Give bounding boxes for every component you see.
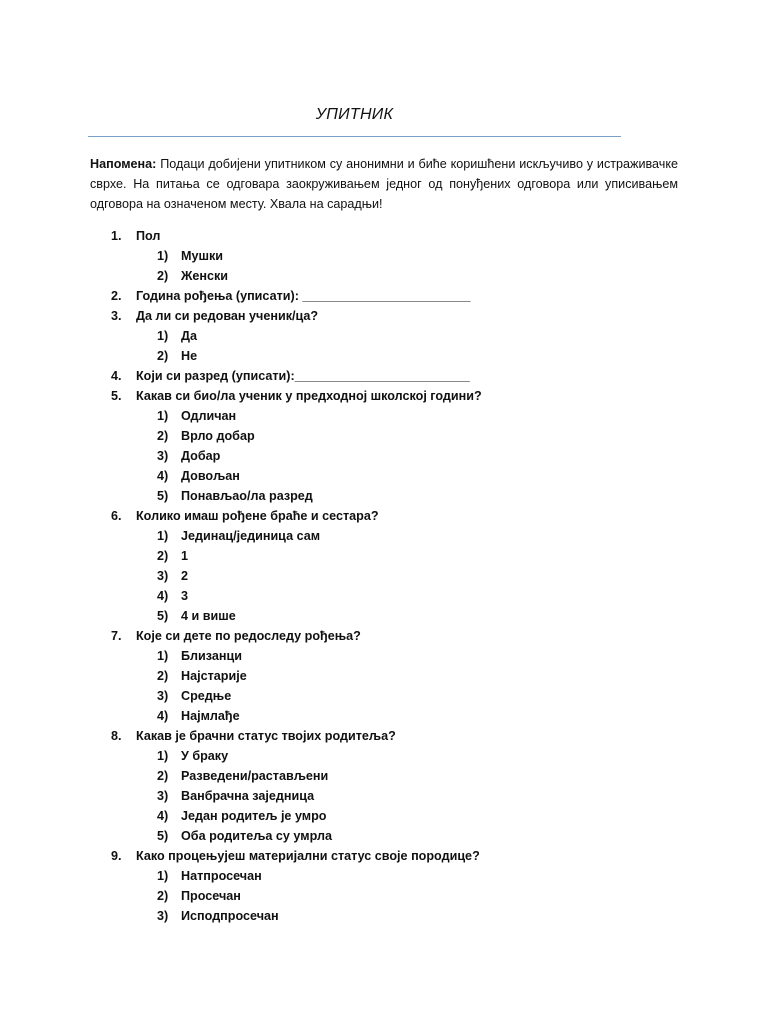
answer-option <box>0 606 768 626</box>
question-text: Какав си био/ла ученик у предходној школској години? <box>136 389 482 403</box>
question-item <box>0 846 768 866</box>
option-number: 5) <box>157 829 169 843</box>
question-text: Пол <box>136 229 161 243</box>
answer-option <box>0 426 768 446</box>
option-text: 1 <box>181 549 189 563</box>
answer-option <box>0 406 768 426</box>
question-number: 2. <box>111 289 122 303</box>
option-text: Јединац/јединица сам <box>181 529 321 543</box>
option-number: 1) <box>157 749 169 763</box>
option-number: 3) <box>157 789 169 803</box>
option-number: 1) <box>157 249 169 263</box>
option-number: 1) <box>157 529 169 543</box>
option-text: У браку <box>181 749 229 763</box>
option-number: 2) <box>157 889 169 903</box>
option-text: Просечан <box>181 889 241 903</box>
option-text: Довољан <box>181 469 240 483</box>
option-text: Разведени/растављени <box>181 769 329 783</box>
option-number: 2) <box>157 769 169 783</box>
answer-option <box>0 686 768 706</box>
answer-option <box>0 266 768 286</box>
question-item <box>0 726 768 746</box>
option-text: Да <box>181 329 197 343</box>
option-number: 2) <box>157 269 169 283</box>
option-text: 2 <box>181 569 189 583</box>
option-text: 3 <box>181 589 189 603</box>
option-number: 1) <box>157 409 169 423</box>
option-number: 2) <box>157 549 169 563</box>
option-number: 2) <box>157 429 169 443</box>
answer-option <box>0 886 768 906</box>
option-text: Женски <box>181 269 229 283</box>
option-text: Близанци <box>181 649 242 663</box>
question-number: 6. <box>111 509 122 523</box>
answer-option <box>0 806 768 826</box>
option-number: 5) <box>157 609 169 623</box>
answer-option <box>0 486 768 506</box>
option-text: Најмлађе <box>181 709 240 723</box>
answer-option <box>0 906 768 926</box>
option-number: 3) <box>157 909 169 923</box>
option-text: Ванбрачна заједница <box>181 789 315 803</box>
question-number: 1. <box>111 229 122 243</box>
option-text: Врло добар <box>181 429 255 443</box>
answer-option <box>0 666 768 686</box>
option-number: 1) <box>157 329 169 343</box>
question-item <box>0 286 768 306</box>
option-text: Добар <box>181 449 221 463</box>
question-text: Које си дете по редоследу рођења? <box>136 629 361 643</box>
option-text: Понављао/ла разред <box>181 489 313 503</box>
question-item <box>0 226 768 246</box>
option-text: Најстарије <box>181 669 247 683</box>
option-text: Натпросечан <box>181 869 262 883</box>
question-number: 5. <box>111 389 122 403</box>
option-number: 4) <box>157 589 169 603</box>
question-number: 3. <box>111 309 122 323</box>
option-text: Исподпросечан <box>181 909 279 923</box>
answer-option <box>0 706 768 726</box>
answer-option <box>0 566 768 586</box>
answer-option <box>0 446 768 466</box>
answer-option <box>0 766 768 786</box>
option-text: Одличан <box>181 409 237 423</box>
option-number: 4) <box>157 469 169 483</box>
option-number: 2) <box>157 349 169 363</box>
question-item <box>0 626 768 646</box>
answer-option <box>0 826 768 846</box>
question-text: Да ли си редован ученик/ца? <box>136 309 319 323</box>
note-text: Подаци добијени упитником су анонимни и биће коришћени искључиво у истраживачке сврхе. На питања се одговара заокруживањем једног од понуђених одговора или уписивањем одговора на означеном месту. Хвала на сарадњи! <box>90 157 678 211</box>
question-text: Који си разред (уписати):_________________________ <box>136 369 470 383</box>
answer-option <box>0 466 768 486</box>
answer-option <box>0 586 768 606</box>
answer-option <box>0 326 768 346</box>
option-number: 3) <box>157 449 169 463</box>
question-text: Како процењујеш материјални статус своје породице? <box>136 849 480 863</box>
option-text: Не <box>181 349 198 363</box>
answer-option <box>0 746 768 766</box>
answer-option <box>0 246 768 266</box>
option-number: 3) <box>157 569 169 583</box>
option-number: 3) <box>157 689 169 703</box>
option-text: Оба родитеља су умрла <box>181 829 332 843</box>
question-number: 4. <box>111 369 122 383</box>
answer-option <box>0 546 768 566</box>
option-number: 1) <box>157 649 169 663</box>
answer-option <box>0 786 768 806</box>
question-item <box>0 506 768 526</box>
option-text: Мушки <box>181 249 224 263</box>
question-number: 9. <box>111 849 122 863</box>
answer-option <box>0 866 768 886</box>
question-item <box>0 386 768 406</box>
option-number: 4) <box>157 709 169 723</box>
page-title: УПИТНИК <box>315 106 394 123</box>
question-item <box>0 366 768 386</box>
question-text: Колико имаш рођене браће и сестара? <box>136 509 379 523</box>
answer-option <box>0 346 768 366</box>
note-label: Напомена: <box>90 157 157 171</box>
question-number: 7. <box>111 629 122 643</box>
option-text: Средње <box>181 689 232 703</box>
option-number: 1) <box>157 869 169 883</box>
question-number: 8. <box>111 729 122 743</box>
question-item <box>0 306 768 326</box>
option-text: Један родитељ је умро <box>181 809 327 823</box>
option-number: 2) <box>157 669 169 683</box>
question-text: Година рођења (уписати): ________________________ <box>136 289 471 303</box>
option-text: 4 и више <box>181 609 236 623</box>
answer-option <box>0 526 768 546</box>
option-number: 5) <box>157 489 169 503</box>
question-list <box>0 226 768 926</box>
title-underline <box>88 136 621 137</box>
note-paragraph <box>90 154 678 214</box>
option-number: 4) <box>157 809 169 823</box>
answer-option <box>0 646 768 666</box>
question-text: Какав је брачни статус твојих родитеља? <box>136 729 396 743</box>
